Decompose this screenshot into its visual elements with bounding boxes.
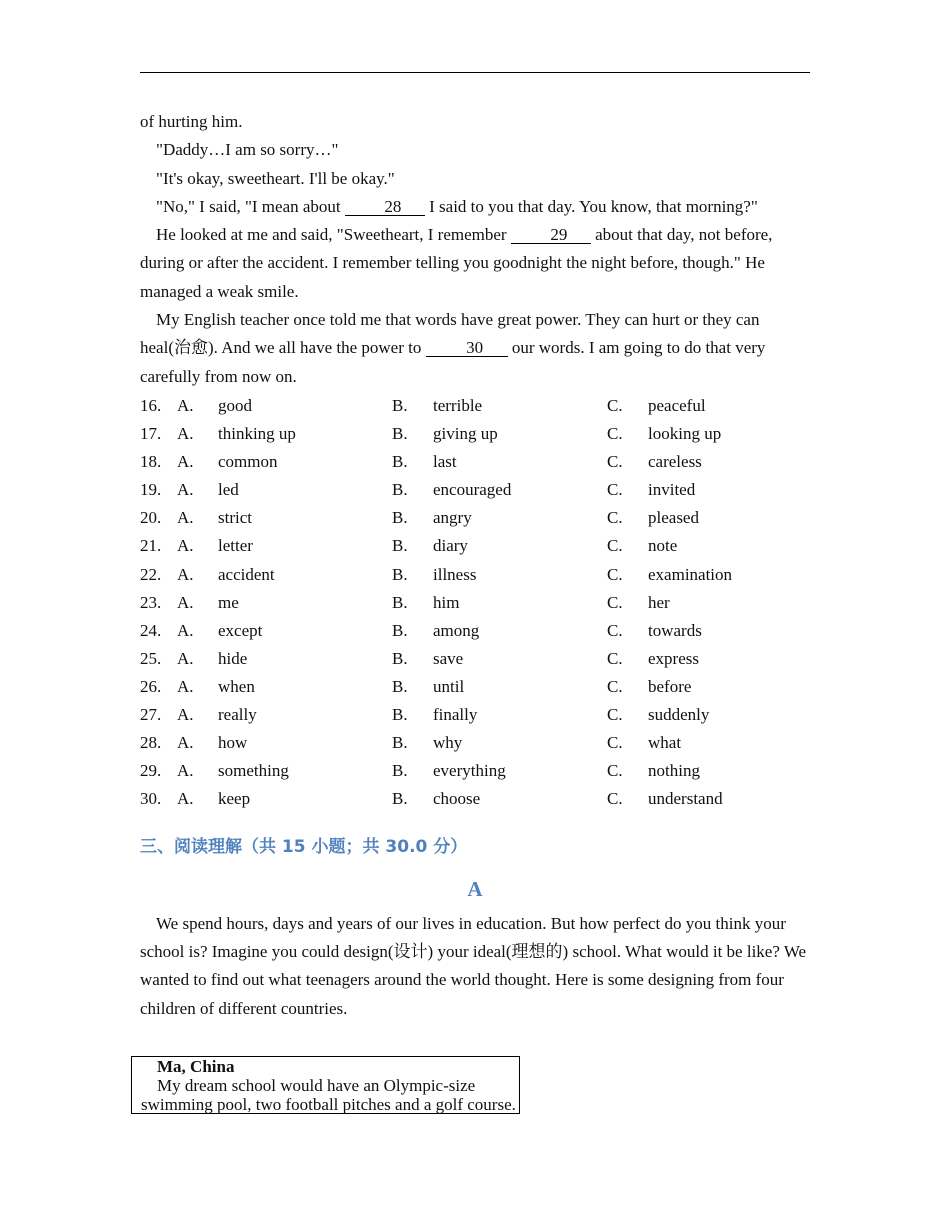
option-a: accident (218, 564, 275, 584)
option-b: giving up (433, 424, 498, 444)
option-letter-b: B. (392, 536, 408, 556)
option-letter-b: B. (392, 396, 408, 415)
option-row (140, 729, 810, 757)
option-number: 27. (140, 705, 162, 725)
option-b: finally (433, 705, 478, 725)
option-letter-c: C. (607, 761, 623, 781)
passage-text: My English teacher once told me that words have great power. They can hurt or they can heal(治愈). And we all have the power to (140, 310, 760, 358)
option-letter-b: B. (392, 733, 408, 753)
passage-line: "Daddy…I am so sorry…" (156, 140, 339, 160)
header-rule (140, 72, 810, 73)
option-letter-b: B. (392, 761, 408, 781)
option-a: really (218, 705, 257, 725)
option-c: understand (648, 789, 723, 809)
option-row (140, 645, 810, 673)
student-text: My dream school would have an Olympic-size swimming pool, two football pitches and a golf course. (141, 1076, 516, 1114)
option-letter-b: B. (392, 508, 408, 528)
option-number: 21. (140, 536, 162, 556)
option-a: when (218, 676, 255, 696)
option-letter-a: A. (177, 733, 194, 753)
blank-28: 28 (345, 198, 425, 216)
option-letter-a: A. (177, 564, 194, 584)
option-letter-b: B. (392, 705, 408, 725)
option-row (140, 476, 810, 504)
passage-title: A (467, 877, 483, 901)
option-a: good (218, 396, 252, 415)
passage-text: about that day, not before, during or after the accident. I remember telling you goodnight the night before, though." He managed a weak smile. (140, 225, 773, 301)
passage-text: "No," I said, "I mean about (156, 196, 345, 216)
option-c: looking up (648, 424, 722, 444)
answer-options (140, 392, 810, 813)
option-letter-c: C. (607, 648, 623, 668)
option-row (140, 532, 810, 560)
passage-text: I said to you that day. You know, that morning?" (424, 196, 758, 216)
option-letter-a: A. (177, 480, 194, 500)
option-letter-c: C. (607, 733, 623, 753)
option-letter-c: C. (607, 620, 623, 640)
option-row (140, 420, 810, 448)
option-number: 30. (140, 789, 162, 809)
passage-line (140, 306, 810, 391)
option-b: why (433, 733, 463, 753)
option-number: 24. (140, 620, 162, 640)
option-a: keep (218, 789, 251, 809)
option-number: 25. (140, 648, 162, 668)
option-letter-c: C. (607, 705, 623, 725)
option-number: 29. (140, 761, 162, 781)
option-c: pleased (648, 508, 699, 528)
option-b: everything (433, 761, 506, 781)
option-letter-a: A. (177, 396, 194, 415)
option-letter-a: A. (177, 452, 194, 472)
option-letter-a: A. (177, 676, 194, 696)
option-b: angry (433, 508, 472, 528)
option-c: examination (648, 564, 733, 584)
option-letter-a: A. (177, 592, 194, 612)
option-c: peaceful (648, 396, 706, 415)
option-b: among (433, 620, 480, 640)
section-heading: 三、阅读理解（共 15 小题；共 30.0 分） (140, 837, 468, 857)
option-letter-a: A. (177, 536, 194, 556)
option-number: 19. (140, 480, 162, 500)
option-b: him (433, 592, 460, 612)
passage-line: "It's okay, sweetheart. I'll be okay." (156, 168, 395, 188)
option-row (140, 617, 810, 645)
option-row (140, 448, 810, 476)
option-c: towards (648, 620, 702, 640)
cloze-passage (140, 108, 810, 391)
option-a: hide (218, 648, 248, 668)
option-a: strict (218, 508, 252, 528)
option-b: until (433, 676, 465, 696)
option-number: 18. (140, 452, 162, 472)
option-c: express (648, 648, 699, 668)
option-letter-c: C. (607, 452, 623, 472)
option-number: 26. (140, 676, 162, 696)
option-c: nothing (648, 761, 700, 781)
option-b: illness (433, 564, 477, 584)
option-letter-a: A. (177, 705, 194, 725)
reading-passage (140, 910, 810, 1023)
option-b: save (433, 648, 464, 668)
option-letter-b: B. (392, 789, 408, 809)
passage-line: of hurting him. (140, 112, 243, 131)
option-a: common (218, 452, 278, 472)
option-letter-b: B. (392, 676, 408, 696)
option-letter-c: C. (607, 396, 623, 415)
option-row (140, 757, 810, 785)
option-c: note (648, 536, 678, 556)
blank-30: 30 (426, 339, 508, 357)
option-row (140, 392, 810, 420)
option-letter-c: C. (607, 536, 623, 556)
option-row (140, 673, 810, 701)
option-letter-b: B. (392, 424, 408, 444)
option-b: last (433, 452, 457, 472)
option-letter-b: B. (392, 564, 408, 584)
option-c: before (648, 676, 692, 696)
option-a: except (218, 620, 263, 640)
option-b: choose (433, 789, 481, 809)
option-row (140, 504, 810, 532)
option-letter-b: B. (392, 620, 408, 640)
option-letter-b: B. (392, 480, 408, 500)
option-letter-c: C. (607, 480, 623, 500)
option-row (140, 589, 810, 617)
option-a: letter (218, 536, 253, 556)
option-c: invited (648, 480, 696, 500)
option-letter-b: B. (392, 592, 408, 612)
option-number: 16. (140, 396, 162, 415)
option-b: diary (433, 536, 468, 556)
passage-line (140, 193, 810, 221)
option-letter-c: C. (607, 676, 623, 696)
option-letter-a: A. (177, 761, 194, 781)
student-box (131, 1056, 520, 1114)
option-number: 20. (140, 508, 162, 528)
passage-line (140, 221, 810, 306)
option-letter-a: A. (177, 508, 194, 528)
option-b: encouraged (433, 480, 512, 500)
option-letter-b: B. (392, 452, 408, 472)
passage-text: our words. I am going to do that very carefully from now on. (140, 338, 766, 386)
option-row (140, 785, 810, 813)
option-number: 23. (140, 592, 162, 612)
passage-text: He looked at me and said, "Sweetheart, I remember (156, 225, 511, 245)
option-letter-c: C. (607, 789, 623, 809)
option-a: led (218, 480, 239, 500)
option-number: 28. (140, 733, 162, 753)
option-letter-c: C. (607, 592, 623, 612)
option-c: suddenly (648, 705, 710, 725)
option-letter-a: A. (177, 789, 194, 809)
option-letter-c: C. (607, 508, 623, 528)
option-row (140, 701, 810, 729)
student-name: Ma, China (157, 1057, 235, 1076)
option-b: terrible (433, 396, 483, 415)
option-a: thinking up (218, 424, 296, 444)
option-c: careless (648, 452, 702, 472)
option-a: how (218, 733, 248, 753)
option-c: her (648, 592, 670, 612)
option-letter-b: B. (392, 648, 408, 668)
option-a: me (218, 592, 239, 612)
blank-29: 29 (511, 226, 591, 244)
option-number: 17. (140, 424, 162, 444)
reading-intro: We spend hours, days and years of our lives in education. But how perfect do you think your school is? Imagine you could design(设计) your ideal(理想的) school. What would it be like? We wanted to find out what teenagers around the world thought. Here is some designing from four children of different countries. (140, 914, 807, 1018)
option-letter-a: A. (177, 424, 194, 444)
option-row (140, 561, 810, 589)
option-letter-c: C. (607, 564, 623, 584)
option-letter-c: C. (607, 424, 623, 444)
option-letter-a: A. (177, 648, 194, 668)
option-letter-a: A. (177, 620, 194, 640)
option-c: what (648, 733, 682, 753)
option-number: 22. (140, 564, 162, 584)
option-a: something (218, 761, 289, 781)
